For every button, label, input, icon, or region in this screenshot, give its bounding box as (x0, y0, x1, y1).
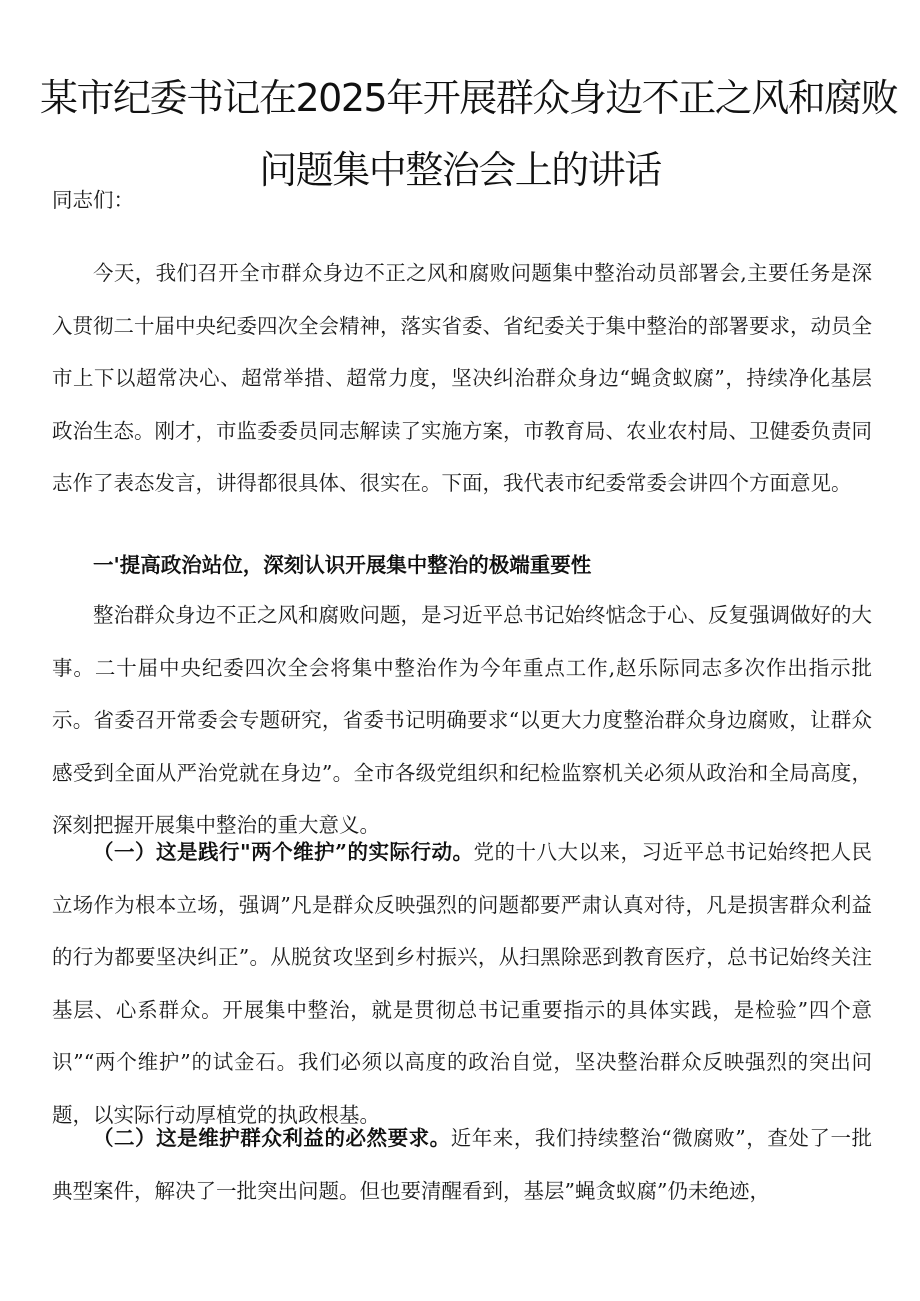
document-title-line2: 问题集中整治会上的讲话 (259, 148, 661, 192)
subsection-1-body: 党的十八大以来，习近平总书记始终把人民立场作为根本立场，强调”凡是群众反映强烈的问题都要严肃认真对待，凡是损害群众利益的行为都要坚决纠正”。从脱贫攻坚到乡村振兴，从扫黑除恶到教育医疗，总书记始终关注基层、心系群众。开展集中整治，就是贯彻总书记重要指示的具体实践，是检验”四个意识”“两个维护”的试金石。我们必须以高度的政治自觉，坚决整治群众反映强烈的突出问题，以实际行动厚植党的执政根基。 (52, 840, 872, 1127)
greeting: 同志们： (52, 188, 134, 212)
subsection-2-body: 近年来，我们持续整治“微腐败”，查处了一批典型案件，解决了一批突出问题。但也要清醒看到，基层”蝇贪蚁腐”仍未绝迹， (52, 1126, 872, 1203)
paragraph-intro: 今天，我们召开全市群众身边不正之风和腐败问题集中整治动员部署会,主要任务是深入贯彻二十届中央纪委四次全会精神，落实省委、省纪委关于集中整治的部署要求，动员全市上下以超常决心、超常举措、超常力度，坚决纠治群众身边“蝇贪蚁腐”，持续净化基层政治生态。刚才，市监委委员同志解读了实施方案，市教育局、农业农村局、卫健委负责同志作了表态发言，讲得都很具体、很实在。下面，我代表市纪委常委会讲四个方面意见。 (52, 261, 872, 495)
subsection-2-heading: （二）这是维护群众利益的必然要求。 (93, 1126, 451, 1150)
paragraph-subsection-2 (52, 1112, 872, 1217)
subsection-1-heading: （一）这是践行"两个维护”的实际行动。 (93, 840, 474, 864)
paragraph-section1-intro: 整治群众身边不正之风和腐败问题，是习近平总书记始终惦念于心、反复强调做好的大事。二十届中央纪委四次全会将集中整治作为今年重点工作,赵乐际同志多次作出指示批示。省委召开常委会专题研究，省委书记明确要求“以更大力度整治群众身边腐败，让群众感受到全面从严治党就在身边”。全市各级党组织和纪检监察机关必须从政治和全局高度，深刻把握开展集中整治的重大意义。 (52, 603, 872, 837)
paragraph-subsection-1 (52, 826, 872, 1141)
section-heading-1: 一'提高政治站位，深刻认识开展集中整治的极端重要性 (93, 553, 592, 577)
document-title-line1: 某市纪委书记在2025年开展群众身边不正之风和腐败 (40, 76, 898, 120)
